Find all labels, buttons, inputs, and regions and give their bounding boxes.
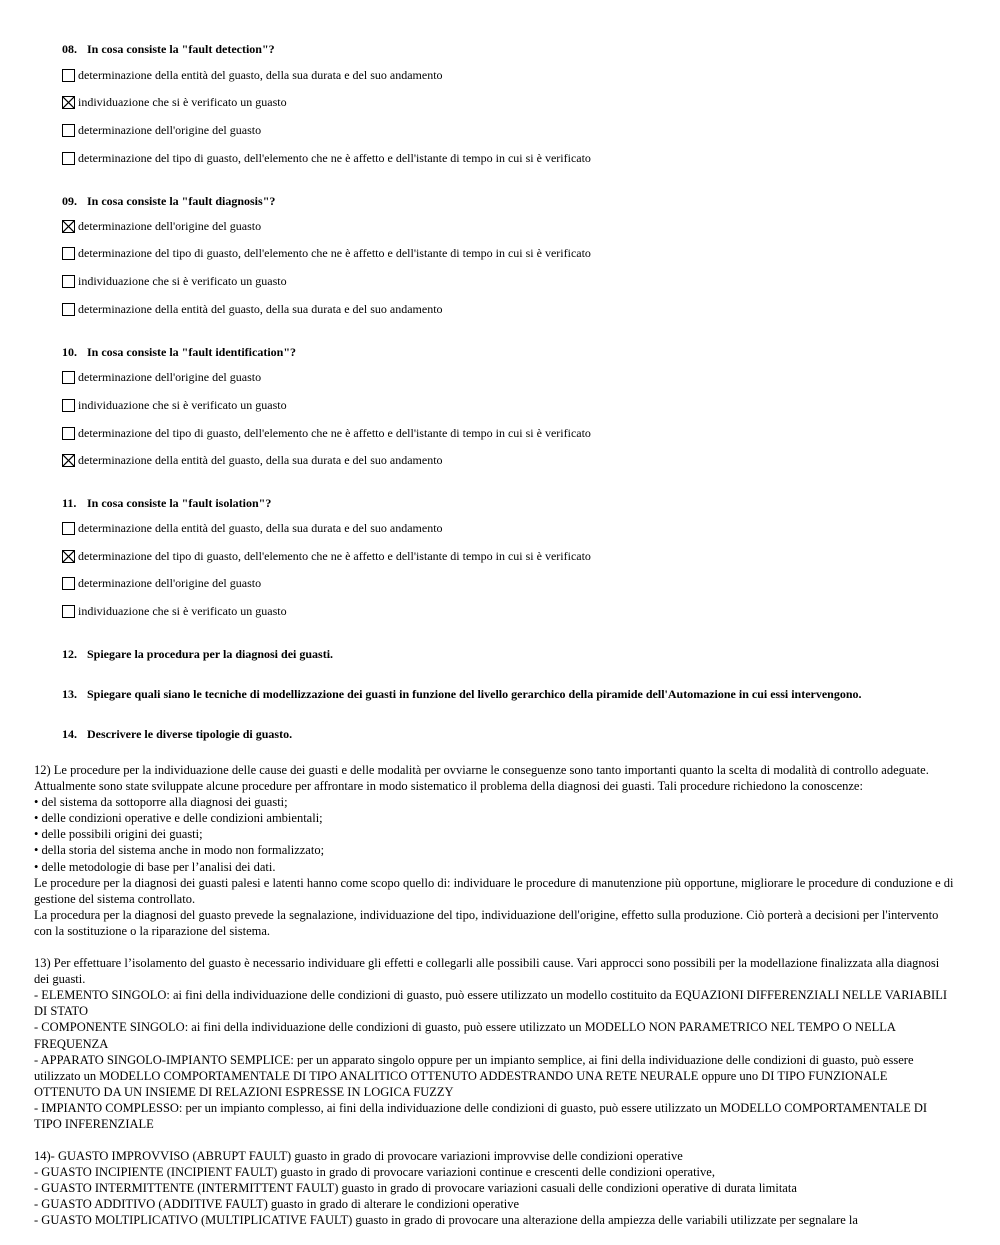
question-number: 08. xyxy=(62,42,77,56)
checkbox[interactable] xyxy=(62,69,75,82)
option-label: individuazione che si è verificato un guasto xyxy=(78,604,287,618)
question-number: 10. xyxy=(62,345,77,359)
checkbox[interactable] xyxy=(62,522,75,535)
option-10-c[interactable] xyxy=(62,426,591,441)
option-label: determinazione del tipo di guasto, dell'elemento che ne è affetto e dell'istante di tempo in cui si è verificato xyxy=(78,151,591,165)
question-number: 09. xyxy=(62,194,77,208)
paragraph-gap xyxy=(34,1132,954,1148)
option-09-c[interactable] xyxy=(62,274,287,289)
question-10 xyxy=(62,345,296,360)
paragraph-gap xyxy=(34,939,954,955)
option-08-d[interactable] xyxy=(62,151,591,166)
answer-12-bullet: • delle condizioni operative e delle condizioni ambientali; xyxy=(34,811,323,826)
option-11-c[interactable] xyxy=(62,576,261,591)
checkbox-checked[interactable] xyxy=(62,96,75,109)
option-label: determinazione dell'origine del guasto xyxy=(78,576,262,590)
answer-13-intro: 13) Per effettuare l’isolamento del guasto è necessario individuare gli effetti e collegarli alle possibili cause. Vari approcci sono possibili per la modellazione finalizzata alla diagnosi dei guasti. xyxy=(34,956,940,987)
answer-13-item: - APPARATO SINGOLO-IMPIANTO SEMPLICE: per un apparato singolo oppure per un impianto semplice, ai fini della individuazione delle condizioni di guasto, può essere utilizzato un MODELLO COMPORTAMENTALE DI TIPO ANALITICO OTTENUTO ADDESTRANDO UNA RETE NEURALE oppure uno DI TIPO FUNZIONALE OTTENUTO DA UN INSIEME DI RELAZIONI ESPRESSE IN LOGICA FUZZY xyxy=(34,1052,914,1099)
answer-12-bullet: • delle possibili origini dei guasti; xyxy=(34,827,203,842)
option-label: individuazione che si è verificato un guasto xyxy=(78,398,287,412)
question-text: In cosa consiste la "fault detection"? xyxy=(87,42,275,56)
question-number: 14. xyxy=(62,727,77,741)
question-12 xyxy=(62,647,333,662)
question-text: In cosa consiste la "fault diagnosis"? xyxy=(87,194,276,208)
option-08-b[interactable] xyxy=(62,95,287,110)
answer-14-item: - GUASTO INCIPIENTE (INCIPIENT FAULT) guasto in grado di provocare variazioni continue e crescenti delle condizioni operative, xyxy=(34,1165,715,1180)
answer-14-item: - GUASTO ADDITIVO (ADDITIVE FAULT) guasto in grado di alterare le condizioni operative xyxy=(34,1197,520,1212)
checkbox[interactable] xyxy=(62,605,75,618)
checkbox[interactable] xyxy=(62,303,75,316)
option-09-d[interactable] xyxy=(62,302,443,317)
question-14 xyxy=(62,727,292,742)
option-label: determinazione del tipo di guasto, dell'elemento che ne è affetto e dell'istante di tempo in cui si è verificato xyxy=(78,246,591,260)
checkbox[interactable] xyxy=(62,371,75,384)
option-11-a[interactable] xyxy=(62,521,443,536)
answer-13-item: - IMPIANTO COMPLESSO: per un impianto complesso, ai fini della individuazione delle condizioni di guasto, può essere utilizzato un MODELLO COMPORTAMENTALE DI TIPO INFERENZIALE xyxy=(34,1100,928,1131)
answers-section xyxy=(34,762,954,1229)
answer-13-item: - ELEMENTO SINGOLO: ai fini della individuazione delle condizioni di guasto, può essere utilizzato un modello costituito da EQUAZIONI DIFFERENZIALI NELLE VARIABILI DI STATO xyxy=(34,988,948,1019)
checkbox-checked[interactable] xyxy=(62,454,75,467)
answer-12-paragraph: La procedura per la diagnosi del guasto prevede la segnalazione, individuazione del tipo, individuazione dell'origine, effetto sulla produzione. Ciò porterà a decisioni per l'intervento con la sostituzione o la riparazione del sistema. xyxy=(34,907,939,938)
question-08 xyxy=(62,42,275,57)
checkbox[interactable] xyxy=(62,577,75,590)
option-09-a[interactable] xyxy=(62,219,261,234)
option-label: individuazione che si è verificato un guasto xyxy=(78,95,287,109)
option-label: determinazione della entità del guasto, della sua durata e del suo andamento xyxy=(78,302,443,316)
option-10-a[interactable] xyxy=(62,370,261,385)
checkbox[interactable] xyxy=(62,427,75,440)
option-10-b[interactable] xyxy=(62,398,287,413)
option-label: determinazione della entità del guasto, della sua durata e del suo andamento xyxy=(78,453,443,467)
checkbox[interactable] xyxy=(62,152,75,165)
question-text: Spiegare la procedura per la diagnosi dei guasti. xyxy=(87,647,334,661)
option-label: determinazione dell'origine del guasto xyxy=(78,123,262,137)
option-10-d[interactable] xyxy=(62,453,443,468)
option-label: determinazione dell'origine del guasto xyxy=(78,370,262,384)
option-11-b[interactable] xyxy=(62,549,591,564)
answer-13-item: - COMPONENTE SINGOLO: ai fini della individuazione delle condizioni di guasto, può essere utilizzato un MODELLO NON PARAMETRICO NEL TEMPO O NELLA FREQUENZA xyxy=(34,1020,896,1051)
question-number: 13. xyxy=(62,687,77,701)
checkbox[interactable] xyxy=(62,247,75,260)
answer-14-item: 14)- GUASTO IMPROVVISO (ABRUPT FAULT) guasto in grado di provocare variazioni improvvise delle condizioni operative xyxy=(34,1149,683,1164)
option-08-a[interactable] xyxy=(62,68,443,83)
question-number: 12. xyxy=(62,647,77,661)
option-08-c[interactable] xyxy=(62,123,261,138)
question-09 xyxy=(62,194,275,209)
answer-12-bullet: • del sistema da sottoporre alla diagnosi dei guasti; xyxy=(34,795,288,810)
answer-14-item: - GUASTO INTERMITTENTE (INTERMITTENT FAULT) guasto in grado di provocare variazioni casuali delle condizioni operative di durata limitata xyxy=(34,1181,797,1196)
answer-14-item: - GUASTO MOLTIPLICATIVO (MULTIPLICATIVE FAULT) guasto in grado di provocare una alterazione della ampiezza delle variabili utilizzate per segnalare la xyxy=(34,1213,858,1228)
checkbox[interactable] xyxy=(62,399,75,412)
question-text: Descrivere le diverse tipologie di guasto. xyxy=(87,727,293,741)
question-11 xyxy=(62,496,271,511)
answer-12-intro: 12) Le procedure per la individuazione delle cause dei guasti e delle modalità per ovviarne le conseguenze sono tanto importanti quanto la scelta di modalità di controllo adeguate. Attualmente sono state sviluppate alcune procedure per affrontare in modo sistematico il problema della diagnosi dei guasti. Tali procedure richiedono la conoscenze: xyxy=(34,763,929,794)
checkbox[interactable] xyxy=(62,124,75,137)
question-number: 11. xyxy=(62,496,77,510)
option-11-d[interactable] xyxy=(62,604,287,619)
option-label: determinazione del tipo di guasto, dell'elemento che ne è affetto e dell'istante di tempo in cui si è verificato xyxy=(78,549,591,563)
question-text: Spiegare quali siano le tecniche di modellizzazione dei guasti in funzione del livello gerarchico della piramide dell'Automazione in cui essi intervengono. xyxy=(87,687,862,701)
option-label: determinazione della entità del guasto, della sua durata e del suo andamento xyxy=(78,68,443,82)
option-label: determinazione del tipo di guasto, dell'elemento che ne è affetto e dell'istante di tempo in cui si è verificato xyxy=(78,426,591,440)
option-label: individuazione che si è verificato un guasto xyxy=(78,274,287,288)
checkbox[interactable] xyxy=(62,275,75,288)
question-text: In cosa consiste la "fault isolation"? xyxy=(87,496,272,510)
question-text: In cosa consiste la "fault identification"? xyxy=(87,345,296,359)
question-13 xyxy=(62,687,862,702)
option-09-b[interactable] xyxy=(62,246,591,261)
option-label: determinazione dell'origine del guasto xyxy=(78,219,262,233)
checkbox-checked[interactable] xyxy=(62,220,75,233)
answer-12-paragraph: Le procedure per la diagnosi dei guasti palesi e latenti hanno come scopo quello di: individuare le procedure di manutenzione più opportune, migliorare le procedure di conduzione e di gestione del sistema controllato. xyxy=(34,875,954,906)
checkbox-checked[interactable] xyxy=(62,550,75,563)
option-label: determinazione della entità del guasto, della sua durata e del suo andamento xyxy=(78,521,443,535)
answer-12-bullet: • delle metodologie di base per l’analisi dei dati. xyxy=(34,859,276,874)
answer-12-bullet: • della storia del sistema anche in modo non formalizzato; xyxy=(34,843,325,858)
